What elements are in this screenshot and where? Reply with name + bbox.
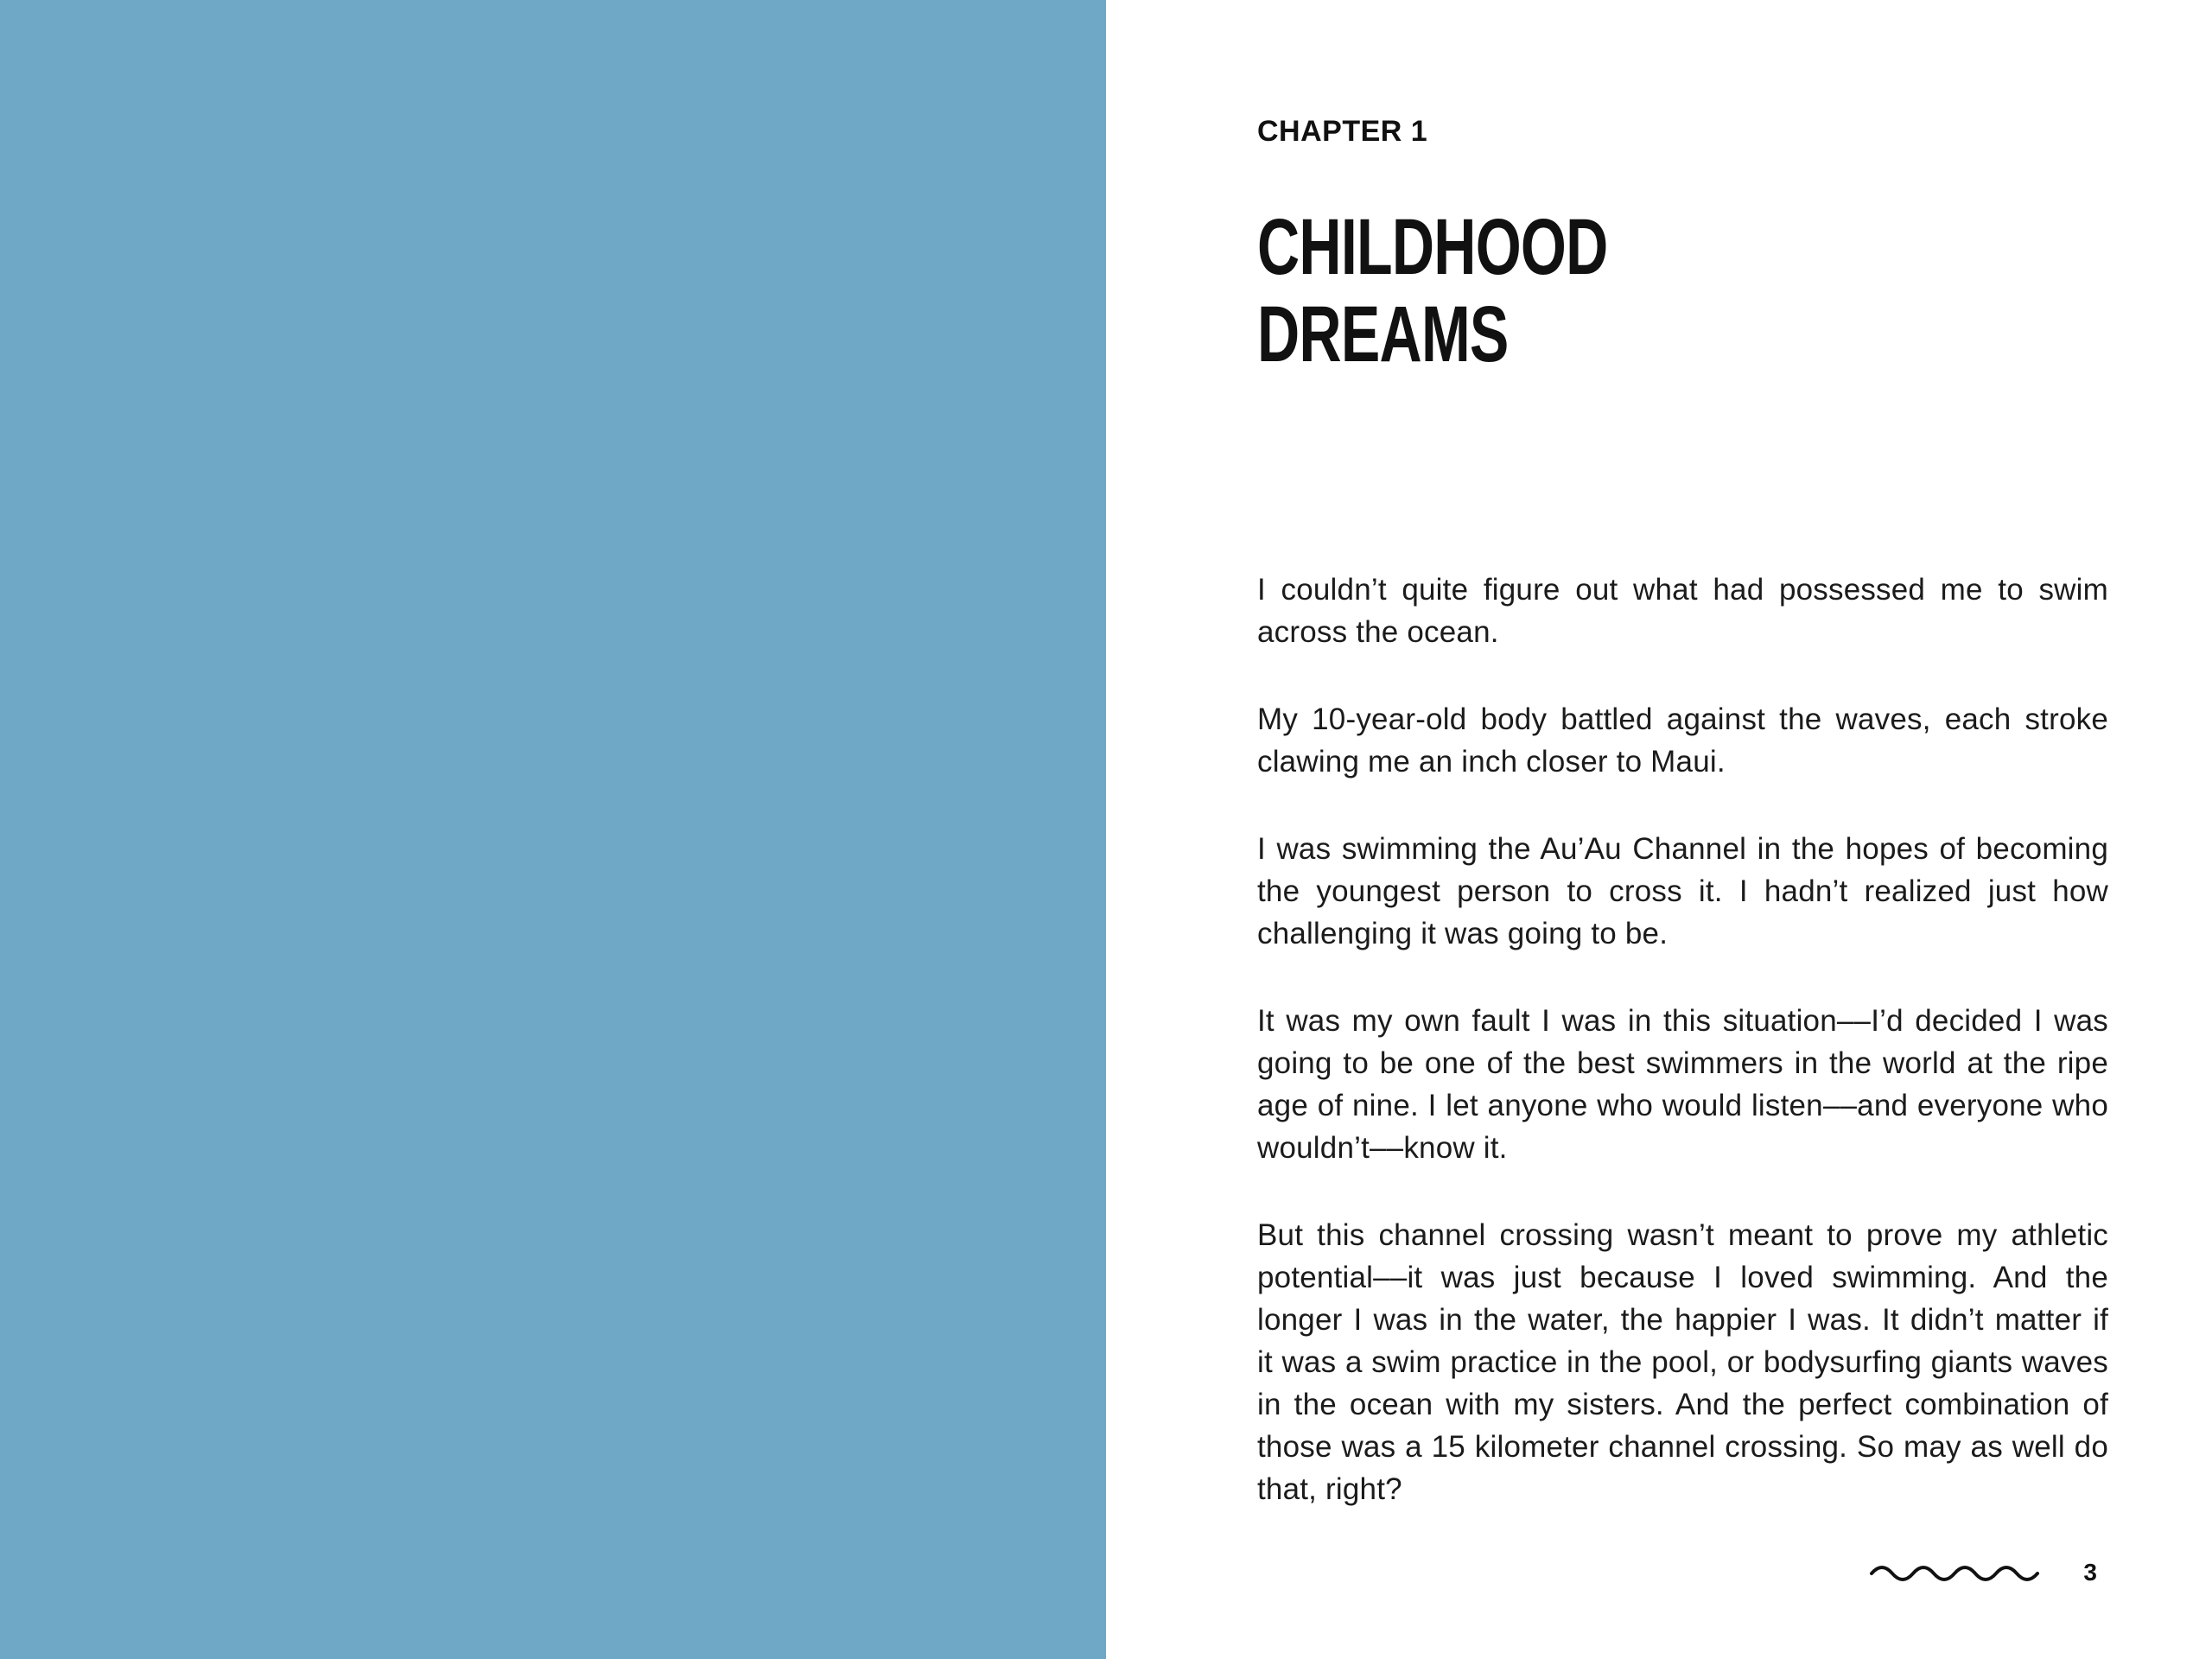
body-line: It was my own fault I was in this situation––I’d decided I was: [1257, 1004, 2108, 1038]
body-line: across the ocean.: [1257, 615, 1499, 649]
body-line: potential––it was just because I loved swimming. And the: [1257, 1261, 2108, 1294]
paragraph: [1257, 1000, 2108, 1169]
wavy-line-ornament: [1869, 1560, 2042, 1586]
body-line: clawing me an inch closer to Maui.: [1257, 745, 1726, 779]
body-line: longer I was in the water, the happier I was. It didn’t matter if: [1257, 1303, 2108, 1337]
paragraph: [1257, 828, 2108, 955]
body-line: that, right?: [1257, 1472, 1402, 1506]
body-line: it was a swim practice in the pool, or bodysurfing giants waves: [1257, 1345, 2108, 1379]
chapter-label: CHAPTER 1: [1257, 115, 1428, 148]
body-line: I was swimming the Au’Au Channel in the hopes of becoming: [1257, 832, 2108, 866]
paragraph: [1257, 1214, 2108, 1510]
body-line: going to be one of the best swimmers in the world at the ripe: [1257, 1046, 2108, 1080]
body-line: My 10-year-old body battled against the waves, each stroke: [1257, 702, 2108, 736]
title-line-2-text: DREAMS: [1257, 290, 1509, 378]
body-line: wouldn’t––know it.: [1257, 1131, 1508, 1165]
body-line: challenging it was going to be.: [1257, 917, 1669, 950]
paragraph: [1257, 698, 2108, 783]
title-line-1: [1257, 204, 2108, 291]
title-line-2: [1257, 291, 2108, 378]
body-text: [1257, 569, 2108, 1510]
body-line: in the ocean with my sisters. And the perfect combination of: [1257, 1388, 2108, 1421]
body-line: the youngest person to cross it. I hadn’t realized just how: [1257, 874, 2108, 908]
body-line: But this channel crossing wasn’t meant to prove my athletic: [1257, 1218, 2108, 1252]
right-page: [1106, 0, 2212, 1659]
body-line: age of nine. I let anyone who would listen––and everyone who: [1257, 1089, 2108, 1122]
page-footer: [1257, 1555, 2108, 1590]
body-line: those was a 15 kilometer channel crossing. So may as well do: [1257, 1430, 2108, 1464]
page-content: [1106, 115, 2212, 1659]
paragraph: [1257, 569, 2108, 653]
body-line: I couldn’t quite figure out what had possessed me to swim: [1257, 573, 2108, 607]
page-number: 3: [2083, 1559, 2097, 1586]
title-line-1-text: CHILDHOOD: [1257, 203, 1608, 291]
chapter-title: [1257, 204, 2108, 378]
